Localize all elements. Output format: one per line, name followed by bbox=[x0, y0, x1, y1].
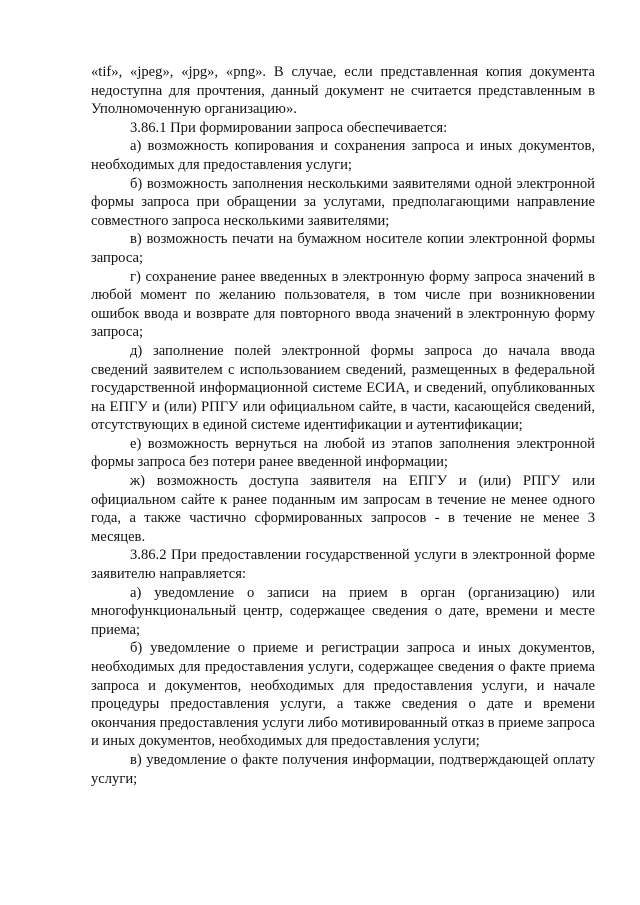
paragraph-item-v: в) возможность печати на бумажном носителе копии электронной формы запроса; bbox=[91, 231, 595, 266]
paragraph-notice-b: б) уведомление о приеме и регистрации запроса и иных документов, необходимых для предоставления услуги, содержащее сведения о факте приема запроса и документов, необходимых для предоставления услуги, и начале процедуры предоставления услуги, а также сведения о дате и времени окончания предоставления услуги либо мотивированный отказ в приеме запроса и иных документов, необходимых для предоставления услуги; bbox=[91, 640, 595, 750]
paragraph-item-g: г) сохранение ранее введенных в электронную форму запроса значений в любой момент по желанию пользователя, в том числе при возникновении ошибок ввода и возврате для повторного ввода значений в электронную форму запроса; bbox=[91, 268, 595, 341]
paragraph-item-b: б) возможность заполнения несколькими заявителями одной электронной формы запроса при обращении за услугами, предполагающими направление совместного запроса несколькими заявителями; bbox=[91, 175, 595, 229]
paragraph-notice-v: в) уведомление о факте получения информации, подтверждающей оплату услуги; bbox=[91, 751, 595, 787]
paragraph-item-a: а) возможность копирования и сохранения запроса и иных документов, необходимых для предоставления услуги; bbox=[91, 138, 595, 173]
paragraph-continuation: «tif», «jpeg», «jpg», «png». В случае, если представленная копия документа недоступна для прочтения, данный документ не считается представленным в Уполномоченную организацию». bbox=[91, 64, 595, 118]
paragraph-item-zh: ж) возможность доступа заявителя на ЕПГУ и (или) РПГУ или официальном сайте к ранее поданным им запросам в течение не менее одного года, а также частично сформированных запросов - в течение не менее 3 месяцев. bbox=[91, 473, 595, 545]
paragraph-3-86-2: 3.86.2 При предоставлении государственной услуги в электронной форме заявителю направляется: bbox=[91, 547, 595, 583]
document-body bbox=[91, 63, 595, 788]
paragraph-item-e: е) возможность вернуться на любой из этапов заполнения электронной формы запроса без потери ранее введенной информации; bbox=[91, 435, 595, 471]
paragraph-3-86-1: 3.86.1 При формировании запроса обеспечивается: bbox=[130, 119, 448, 136]
paragraph-notice-a: а) уведомление о записи на прием в орган (организацию) или многофункциональный центр, содержащее сведения о дате, времени и месте приема; bbox=[91, 584, 595, 638]
paragraph-item-d: д) заполнение полей электронной формы запроса до начала ввода сведений заявителем с использованием сведений, размещенных в федеральной государственной информационной системе ЕСИА, и сведений, опубликованных на ЕПГУ и (или) РПГУ или официальном сайте, в части, касающейся сведений, отсутствующих в единой системе идентификации и аутентификации; bbox=[91, 342, 595, 434]
